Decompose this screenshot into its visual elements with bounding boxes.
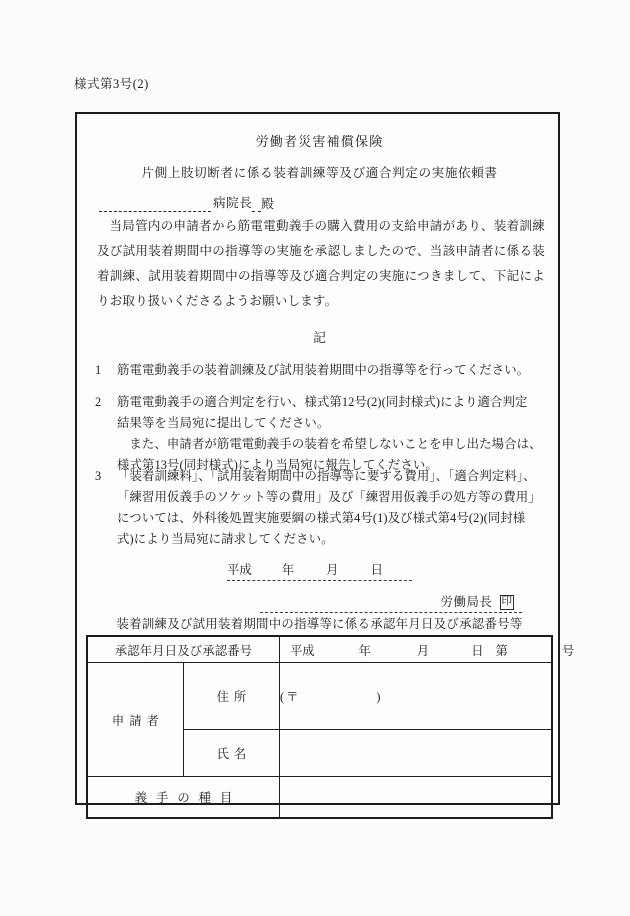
signature-line [260, 592, 522, 613]
item-number: 2 [95, 395, 102, 409]
prosthesis-value-cell[interactable] [280, 777, 553, 819]
addressee-gap-fill [252, 198, 261, 212]
date-line [227, 560, 412, 581]
approval-number-prefix: 第 [495, 643, 508, 658]
item-line: 「練習用仮義手のソケット等の費用」及び「練習用仮義手の処方等の費用」 [117, 490, 541, 504]
item-line: 結果等を当局宛に提出してください。 [117, 416, 330, 430]
item-line: 「装着訓練料」、「試用装着期間中の指導等に要する費用」、「適合判定料」、 [117, 469, 536, 483]
table-row [87, 777, 552, 819]
item-line: 筋電電動義手の適合判定を行い、様式第12号(2)(同封様式)により適合判定 [117, 395, 528, 409]
item-number: 1 [95, 363, 102, 377]
form-number: 様式第3号(2) [74, 77, 149, 91]
addressee-line [99, 192, 274, 212]
item-line: また、申請者が筋電電動義手の装着を希望しないことを申し出た場合は、 [129, 437, 542, 451]
addressee-honorific: 殿 [261, 197, 275, 211]
approval-label-cell [87, 636, 280, 663]
name-label: 氏名 [216, 747, 252, 761]
name-label-cell [183, 730, 279, 777]
list-item [95, 360, 555, 381]
approval-value [280, 638, 575, 662]
addressee-target: 病院長 [213, 196, 253, 210]
item-text [117, 392, 555, 476]
item-line: については、外科後処置実施要綱の様式第4号(1)及び様式第4号(2)(同封様 [117, 511, 526, 525]
form-sheet-inner [77, 114, 575, 807]
approval-month-unit: 月 [416, 643, 430, 658]
list-item [95, 392, 555, 476]
name-value-cell[interactable] [280, 730, 553, 777]
record-marker: 記 [313, 331, 326, 345]
table-caption: 装着訓練及び試用装着期間中の指導等に係る承認年月日及び承認番号等 [116, 617, 523, 631]
form-sheet [75, 112, 575, 805]
prosthesis-label: 義手の種目 [134, 791, 242, 805]
address-value-cell[interactable] [280, 663, 553, 730]
body-paragraph: 当局管内の申請者から筋電電動義手の購入費用の支給申請があり、装着訓練及び試用装着期間中の指導等の実施を承認しましたので、当該申請者に係る装着訓練、試用装着期間中の指導等及び適合判定の実施につきまして、下記によりお取り扱いくださるようお願いします。 [97, 219, 545, 308]
address-zip-row [280, 687, 551, 705]
applicant-label-cell [87, 663, 183, 777]
date-day-unit: 日 [370, 563, 383, 577]
applicant-table [86, 635, 575, 819]
date-year-unit: 年 [281, 563, 295, 577]
document-title: 片側上肢切断者に係る装着訓練等及び適合判定の実施依頼書 [141, 166, 498, 180]
item-text [117, 360, 555, 381]
approval-number-unit: 号 [561, 643, 575, 658]
list-item [95, 466, 555, 550]
seal-icon: 印 [500, 595, 515, 611]
item-line: 筋電電動義手の装着訓練及び試用装着期間中の指導等を行ってください。 [117, 363, 530, 377]
name-value [280, 750, 551, 756]
date-era: 平成 [227, 563, 252, 577]
date-month-unit: 月 [326, 563, 339, 577]
item-number: 3 [95, 469, 102, 483]
applicant-label: 申請者 [111, 713, 164, 728]
table-row [87, 663, 552, 730]
insurance-name: 労働者災害補償保険 [255, 134, 384, 149]
address-label-cell [183, 663, 279, 730]
item-line: 様式第13号(同封様式)により当局宛に報告してください。 [117, 458, 438, 472]
item-line: 式)により当局宛に請求してください。 [117, 532, 334, 546]
approval-value-cell[interactable] [280, 636, 575, 663]
zip-paren-close: ) [376, 690, 381, 704]
item-text [117, 466, 555, 550]
approval-day-unit: 日 [471, 643, 484, 658]
prosthesis-value [280, 794, 551, 800]
zip-paren-open: ( [280, 690, 285, 704]
addressee-blank-fill [99, 198, 211, 212]
signatory-role: 労働局長 [440, 595, 493, 609]
address-label: 住所 [216, 690, 252, 704]
approval-era: 平成 [290, 643, 315, 658]
table-row [87, 636, 552, 663]
postal-mark-icon: 〒 [286, 690, 299, 704]
prosthesis-label-cell [87, 777, 280, 819]
approval-year-unit: 年 [358, 643, 371, 658]
approval-label: 承認年月日及び承認番号 [114, 643, 253, 658]
